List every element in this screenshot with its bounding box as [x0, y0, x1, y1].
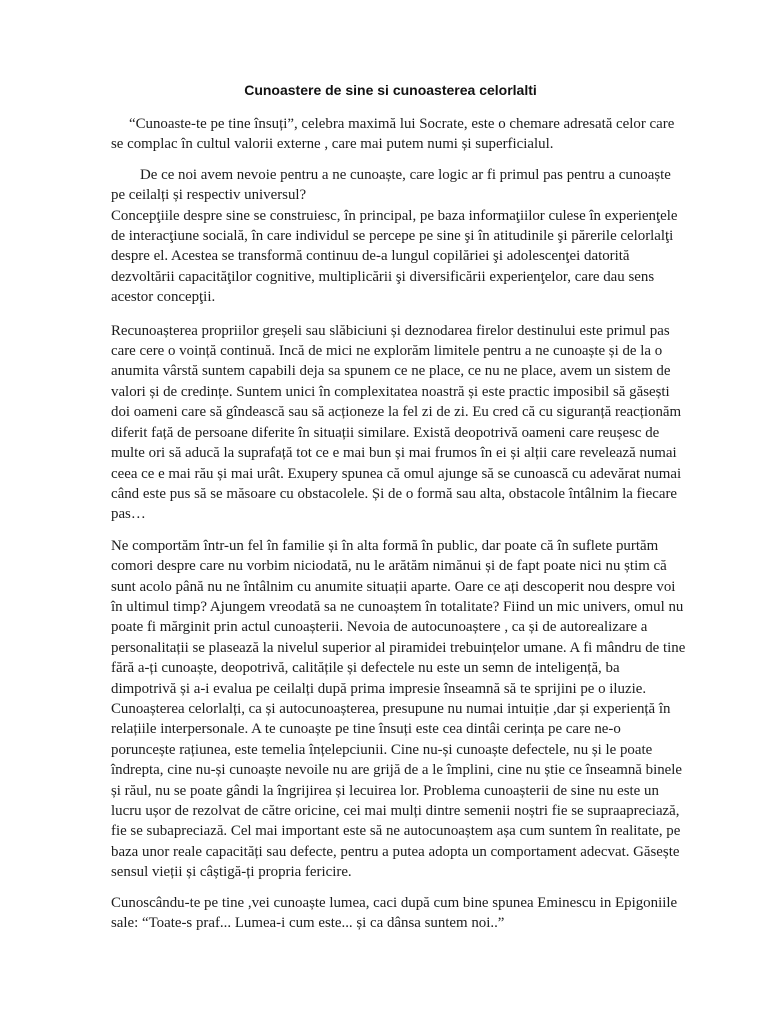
paragraph-recognition: Recunoașterea propriilor greșeli sau slăbiciuni și deznodarea firelor destinului este primul pas care cere o voință continuă. Incă de mici ne explorăm limitele pentru a ne cunoaște și de la o anumita vârstă suntem capabili deja sa spunem ce ne place, ce nu ne place, avem un sistem de valori și de credințe. Suntem unici în complexitatea noastră și este practic imposibil să găsești doi oameni care să gîndească sau să acționeze la fel zi de zi. Eu cred că cu siguranță reacționăm diferit față de persoane diferite în situații similare. Există deopotrivă oameni care reușesc de multe ori să aducă la suprafață tot ce e mai bun și mai frumos în ei și alții care revelează numai ceea ce e mai rău și mai urât. Exupery spunea că omul ajunge să se cunoască cu adevărat numai când este pus să se măsoare cu obstacolele. Și de o formă sau alta, obstacole întâlnim la fiecare pas… — [111, 322, 682, 523]
paragraph-self-concepts: Concepţiile despre sine se construiesc, în principal, pe baza informaţiilor culese în experienţele de interacţiune socială, în care individul se percepe pe sine şi în atitudinile şi părerile celorlalţi despre el. Acestea se transformă continuu de-a lungul copilăriei şi adolescenţei datorită dezvoltării capacităţilor cognitive, multiplicării şi diversificării experienţelor, care dau sens acestor concepţii. — [111, 207, 678, 306]
paragraph-behavior: Ne comportăm într-un fel în familie și în alta formă în public, dar poate că în suflete purtăm comori despre care nu vorbim niciodată, nu le arătăm nimănui și de fapt poate nici nu știm că sunt acolo până nu ne întâlnim cu anumite situații aparte. Oare ce ați descoperit nou despre voi în ultimul timp? Ajungem vreodată sa ne cunoaștem în totalitate? Fiind un mic univers, omul nu poate fi mărginit prin actul cunoașterii. Nevoia de autocunoaștere , ca și de autorealizare a personalitații se plasează la nivelul superior al piramidei trebuințelor umane. A fi mândru de tine fără a-ți cunoaște, deopotrivă, calitățile și defectele nu este un semn de inteligență, ba dimpotrivă și a-i evalua pe ceilalți după prima impresie înseamnă să te sprijini pe o iluzie. Cunoașterea celorlalți, ca și autocunoașterea, presupune nu numai intuiție ,dar și experiență în relațiile interpersonale. A te cunoaște pe tine însuți este cea dintâi cerința pe care ne-o poruncește rațiunea, este temelia înțelepciunii. Cine nu-și cunoaște defectele, nu și le poate îndrepta, cine nu-și cunoaște nevoile nu are grijă de a le împlini, cine nu știe ce înseamnă binele și răul, nu se poate gândi la îngrijirea și lecuirea lor. Problema cunoașterii de sine nu este un lucru ușor de rezolvat de către oricine, cei mai mulți dintre semenii noștri fie se supraapreciază, fie se subapreciază. Cel mai important este să ne autocunoaștem așa cum suntem în realitate, pe baza unor reale capacități sau defecte, pentru a putea adopta un comportament adecvat. Găsește sensul vieții și câștigă-ți propria fericire. — [111, 537, 686, 881]
paragraph-socrates-quote: “Cunoaste-te pe tine însuți”, celebra maximă lui Socrate, este o chemare adresată celor care se complac în cultul valorii externe , care mai putem numi și superficialul. — [111, 116, 675, 153]
document-title: Cunoastere de sine si cunoasterea celorlalti — [244, 82, 537, 98]
paragraph-question: De ce noi avem nevoie pentru a ne cunoaște, care logic ar fi primul pas pentru a cunoaște pe ceilalți și respectiv universul? — [111, 166, 671, 204]
paragraph-conclusion: Cunoscându-te pe tine ,vei cunoaște lumea, caci după cum bine spunea Eminescu in Epigoniile sale: “Toate-s praf... Lumea-i cum este... și ca dânsa suntem noi..” — [111, 894, 678, 932]
